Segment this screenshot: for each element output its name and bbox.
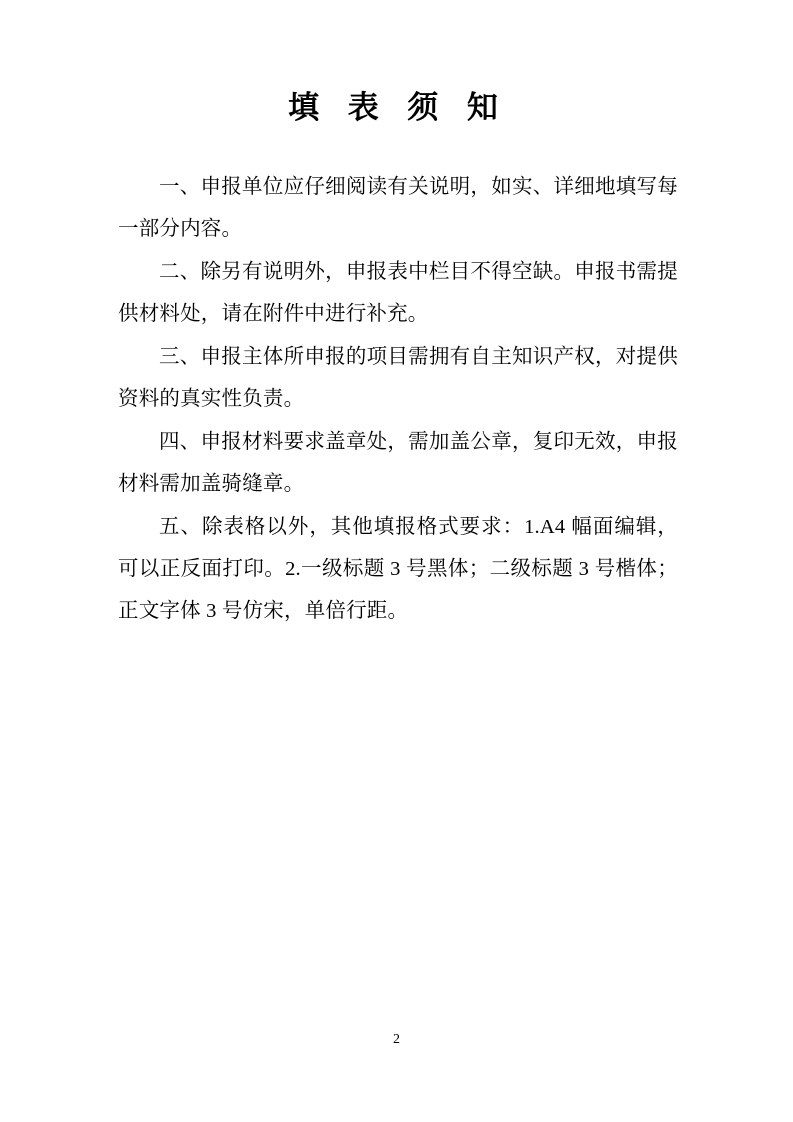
notice-paragraph-list [118,166,678,632]
page-title: 填 表 须 知 [288,90,508,125]
notice-paragraph-1: 一、申报单位应仔细阅读有关说明，如实、详细地填写每一部分内容。 [118,176,678,241]
notice-paragraph-2: 二、除另有说明外，申报表中栏目不得空缺。申报书需提供材料处，请在附件中进行补充。 [118,261,678,326]
notice-paragraph-5: 五、除表格以外，其他填报格式要求：1.A4 幅面编辑，可以正反面打印。2.一级标题 3 号黑体；二级标题 3 号楷体；正文字体 3 号仿宋，单倍行距。 [118,516,678,623]
notice-paragraph-3: 三、申报主体所申报的项目需拥有自主知识产权，对提供资料的真实性负责。 [118,346,678,411]
page-content [118,0,678,1122]
notice-paragraph-4: 四、申报材料要求盖章处，需加盖公章，复印无效，申报材料需加盖骑缝章。 [118,431,678,496]
page-number: 2 [393,1032,400,1047]
